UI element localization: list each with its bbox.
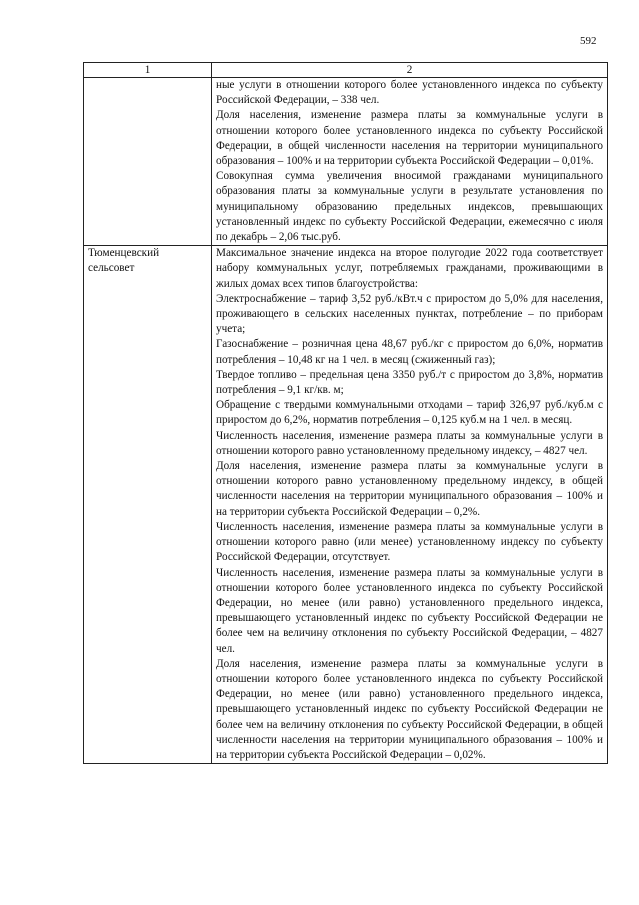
municipality-cell bbox=[84, 78, 212, 246]
paragraph: Газоснабжение – розничная цена 48,67 руб./кг с приростом до 6,0%, норматив потребления – 10,48 кг на 1 чел. в месяц (сжиженный газ); bbox=[216, 338, 603, 366]
municipality-cell: Тюменцевский сельсовет bbox=[84, 246, 212, 764]
paragraph: Доля населения, изменение размера платы за коммунальные услуги в отношении которого более установленного индекса по субъекту Российской Федерации, в общей численности населения на территории муниципального образования – 100% и на территории субъекта Российской Федерации – 0,01%. bbox=[216, 109, 603, 168]
paragraph: Численность населения, изменение размера платы за коммунальные услуги в отношении которого более установленного индекса по субъекту Российской Федерации, но менее (или равно) установленного предельного индекса, превышающего установленный индекс по субъекту Российской Федерации не более чем на величину отклонения по субъекту Российской Федерации, – 4827 чел. bbox=[216, 566, 603, 655]
paragraph: Электроснабжение – тариф 3,52 руб./кВт.ч с приростом до 5,0% для населения, проживающего в сельских населенных пунктах, потребление – по приборам учета; bbox=[216, 292, 603, 336]
table-row bbox=[84, 78, 608, 246]
paragraph: Численность населения, изменение размера платы за коммунальные услуги в отношении которого равно (или менее) установленному индексу по субъекту Российской Федерации, отсутствует. bbox=[216, 520, 603, 564]
table-row bbox=[84, 246, 608, 764]
document-table bbox=[83, 62, 608, 764]
table-header-row bbox=[84, 63, 608, 78]
paragraph: Доля населения, изменение размера платы за коммунальные услуги в отношении которого более установленного индекса по субъекту Российской Федерации, но менее (или равно) установленного предельного индекса, превышающего установленный индекс по субъекту Российской Федерации не более чем на величину отклонения по субъекту Российской Федерации, в общей численности населения на территории муниципального образования – 100% и на территории субъекта Российской Федерации – 0,02%. bbox=[216, 657, 603, 761]
page-number: 592 bbox=[580, 35, 597, 47]
paragraph: Доля населения, изменение размера платы за коммунальные услуги в отношении которого равно установленному предельному индексу, в общей численности населения на территории муниципального образования – 100% и на территории субъекта Российской Федерации – 0,2%. bbox=[216, 460, 603, 518]
paragraph: Твердое топливо – предельная цена 3350 руб./т с приростом до 3,8%, норматив потребления – 9,1 кг/кв. м; bbox=[216, 368, 603, 397]
paragraph: Максимальное значение индекса на второе полугодие 2022 года соответствует набору коммунальных услуг, потребляемых гражданами, проживающими в жилых домах всех типов благоустройства: bbox=[216, 247, 603, 290]
description-cell bbox=[212, 78, 608, 246]
column-header-1: 1 bbox=[84, 63, 212, 78]
paragraph: ные услуги в отношении которого более установленного индекса по субъекту Российской Федерации, – 338 чел. bbox=[216, 79, 603, 107]
paragraph: Обращение с твердыми коммунальными отходами – тариф 326,97 руб./куб.м с приростом до 6,2%, норматив потребления – 0,125 куб.м на 1 чел. в месяц. bbox=[216, 399, 603, 427]
description-cell bbox=[212, 246, 608, 764]
paragraph: Численность населения, изменение размера платы за коммунальные услуги в отношении которого равно установленному предельному индексу, – 4827 чел. bbox=[216, 429, 603, 457]
column-header-2: 2 bbox=[212, 63, 608, 78]
paragraph: Совокупная сумма увеличения вносимой гражданами муниципального образования платы за коммунальные услуги в результате установления по муниципальному образованию предельных индексов, превышающих установленный индекс по субъекту Российской Федерации, ежемесячно с июля по декабрь – 2,06 тыс.руб. bbox=[216, 170, 603, 244]
